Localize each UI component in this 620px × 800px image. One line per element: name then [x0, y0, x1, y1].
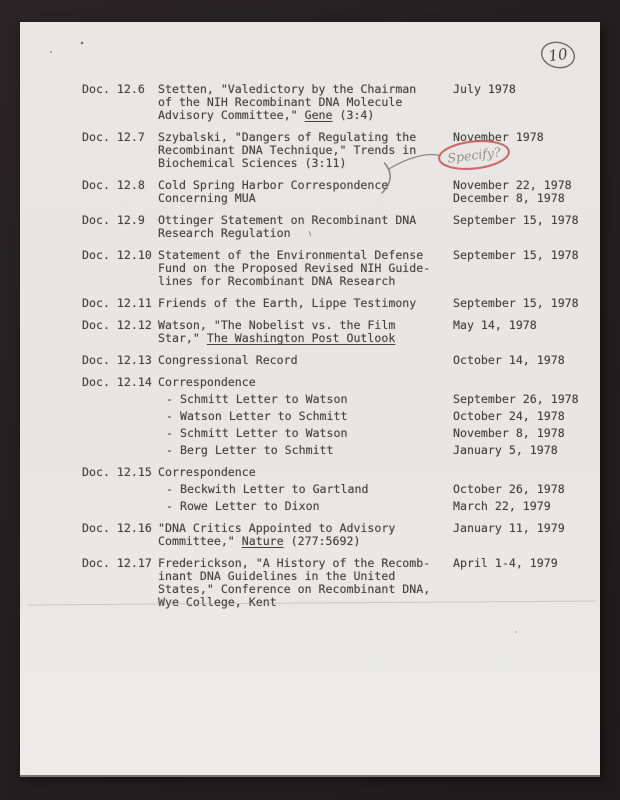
doc-number: Doc. 12.7 — [82, 130, 145, 144]
doc-number: Doc. 12.11 — [82, 296, 152, 310]
doc-date: July 1978 — [453, 82, 516, 96]
doc-date: March 22, 1979 — [453, 499, 551, 513]
title-text: Statement of the Environmental Defense — [158, 248, 424, 262]
title-text: - Watson Letter to Schmitt — [166, 409, 348, 423]
doc-date: November 22, 1978 — [453, 178, 572, 192]
underlined-publication-name: The Washington Post Outlook — [206, 331, 396, 345]
scan-speck — [50, 51, 52, 53]
doc-number: Doc. 12.9 — [82, 213, 145, 227]
doc-number: Doc. 12.16 — [82, 521, 152, 535]
doc-title-line — [158, 427, 453, 440]
page-number-circle-mark — [539, 39, 576, 70]
title-text: Cold Spring Harbor Correspondence — [158, 178, 389, 192]
doc-row — [20, 192, 600, 205]
doc-row — [20, 275, 600, 288]
scan-speck — [515, 631, 517, 633]
doc-row — [20, 596, 600, 609]
doc-entry — [20, 214, 600, 240]
doc-title-line — [158, 444, 453, 457]
title-text: - Beckwith Letter to Gartland — [166, 482, 369, 496]
doc-sub-row — [20, 427, 600, 440]
doc-row — [20, 109, 600, 122]
doc-entry — [20, 249, 600, 288]
title-text: Biochemical Sciences (3:11) — [158, 156, 347, 170]
doc-date: January 5, 1978 — [453, 443, 558, 457]
title-text: Wye College, Kent — [158, 595, 277, 609]
doc-title-line — [158, 275, 453, 288]
doc-date: April 1-4, 1979 — [453, 556, 558, 570]
underlined-publication-name: Nature — [241, 534, 284, 548]
doc-entry — [20, 131, 600, 170]
doc-title-line — [158, 354, 453, 367]
doc-title-line — [158, 376, 453, 389]
doc-date: October 14, 1978 — [453, 353, 565, 367]
doc-number: Doc. 12.10 — [82, 248, 152, 262]
doc-row — [20, 227, 600, 240]
document-entries-list — [20, 83, 600, 618]
title-text: - Schmitt Letter to Watson — [166, 426, 348, 440]
doc-sub-row — [20, 444, 600, 457]
title-text: Szybalski, "Dangers of Regulating the — [158, 130, 417, 144]
title-text: Frederickson, "A History of the Recomb- — [158, 556, 431, 570]
title-text: Congressional Record — [158, 353, 298, 367]
doc-entry — [20, 466, 600, 513]
doc-sub-row — [20, 410, 600, 423]
title-text: Friends of the Earth, Lippe Testimony — [158, 296, 417, 310]
title-text: Correspondence — [158, 465, 256, 479]
title-text: (3:4) — [332, 108, 375, 122]
document-page — [20, 22, 600, 775]
doc-row — [20, 535, 600, 548]
doc-title-line — [158, 332, 453, 345]
title-text: Advisory Committee," — [158, 108, 305, 122]
doc-row — [20, 466, 600, 479]
doc-date: January 11, 1979 — [453, 521, 565, 535]
doc-number: Doc. 12.12 — [82, 318, 152, 332]
doc-date: October 26, 1978 — [453, 482, 565, 496]
doc-row — [20, 354, 600, 367]
doc-entry — [20, 179, 600, 205]
doc-title-line — [158, 535, 453, 548]
doc-date: November 8, 1978 — [453, 426, 565, 440]
title-text: (277:5692) — [283, 534, 361, 548]
doc-entry — [20, 297, 600, 310]
scan-speck — [81, 42, 84, 45]
doc-date: September 15, 1978 — [453, 296, 579, 310]
title-text: Fund on the Proposed Revised NIH Guide- — [158, 261, 431, 275]
doc-row — [20, 214, 600, 227]
title-text: Committee," — [158, 534, 242, 548]
title-text: Correspondence — [158, 375, 256, 389]
doc-sub-row — [20, 483, 600, 496]
doc-title-line — [158, 157, 453, 170]
doc-title-line — [158, 500, 453, 513]
title-text: Ottinger Statement on Recombinant DNA — [158, 213, 417, 227]
doc-number: Doc. 12.13 — [82, 353, 152, 367]
doc-entry — [20, 557, 600, 609]
doc-sub-row — [20, 393, 600, 406]
doc-row — [20, 297, 600, 310]
specify-note-text: Specify? — [446, 144, 502, 166]
underlined-publication-name: Gene — [304, 108, 333, 122]
page-number-text: 10 — [547, 44, 569, 66]
doc-title-line — [158, 393, 453, 406]
doc-title-line — [158, 410, 453, 423]
title-text: Watson, "The Nobelist vs. the Film — [158, 318, 396, 332]
doc-title-line — [158, 297, 453, 310]
title-text: Recombinant DNA Technique," Trends in — [158, 143, 417, 157]
title-text: - Berg Letter to Schmitt — [166, 443, 334, 457]
doc-title-line — [158, 227, 453, 240]
title-text: - Schmitt Letter to Watson — [166, 392, 348, 406]
doc-number: Doc. 12.14 — [82, 375, 152, 389]
doc-row — [20, 583, 600, 596]
doc-number: Doc. 12.6 — [82, 82, 145, 96]
doc-entry — [20, 354, 600, 367]
title-text: Research Regulation — [158, 226, 291, 240]
title-text: inant DNA Guidelines in the United — [158, 569, 396, 583]
doc-row — [20, 376, 600, 389]
doc-title-line — [158, 109, 453, 122]
doc-title-line — [158, 483, 453, 496]
title-text: of the NIH Recombinant DNA Molecule — [158, 95, 403, 109]
doc-date: December 8, 1978 — [453, 191, 565, 205]
doc-date: September 26, 1978 — [453, 392, 579, 406]
doc-date: November 1978 — [453, 130, 544, 144]
doc-title-line — [158, 466, 453, 479]
page-number-annotation — [539, 39, 576, 70]
doc-date: May 14, 1978 — [453, 318, 537, 332]
doc-sub-row — [20, 500, 600, 513]
doc-entry — [20, 83, 600, 122]
title-text: Star," — [158, 331, 207, 345]
doc-row — [20, 332, 600, 345]
title-text: "DNA Critics Appointed to Advisory — [158, 521, 396, 535]
doc-date: September 15, 1978 — [453, 248, 579, 262]
doc-entry — [20, 319, 600, 345]
doc-number: Doc. 12.17 — [82, 556, 152, 570]
doc-entry — [20, 522, 600, 548]
doc-row — [20, 157, 600, 170]
doc-date: September 15, 1978 — [453, 213, 579, 227]
doc-number: Doc. 12.15 — [82, 465, 152, 479]
doc-entry — [20, 376, 600, 457]
title-text: Concerning MUA — [158, 191, 256, 205]
title-text: lines for Recombinant DNA Research — [158, 274, 396, 288]
doc-date: October 24, 1978 — [453, 409, 565, 423]
title-text: Stetten, "Valedictory by the Chairman — [158, 82, 417, 96]
doc-number: Doc. 12.8 — [82, 178, 145, 192]
doc-title-line — [158, 596, 453, 609]
title-text: States," Conference on Recombinant DNA, — [158, 582, 431, 596]
title-text: - Rowe Letter to Dixon — [166, 499, 320, 513]
doc-title-line — [158, 192, 453, 205]
